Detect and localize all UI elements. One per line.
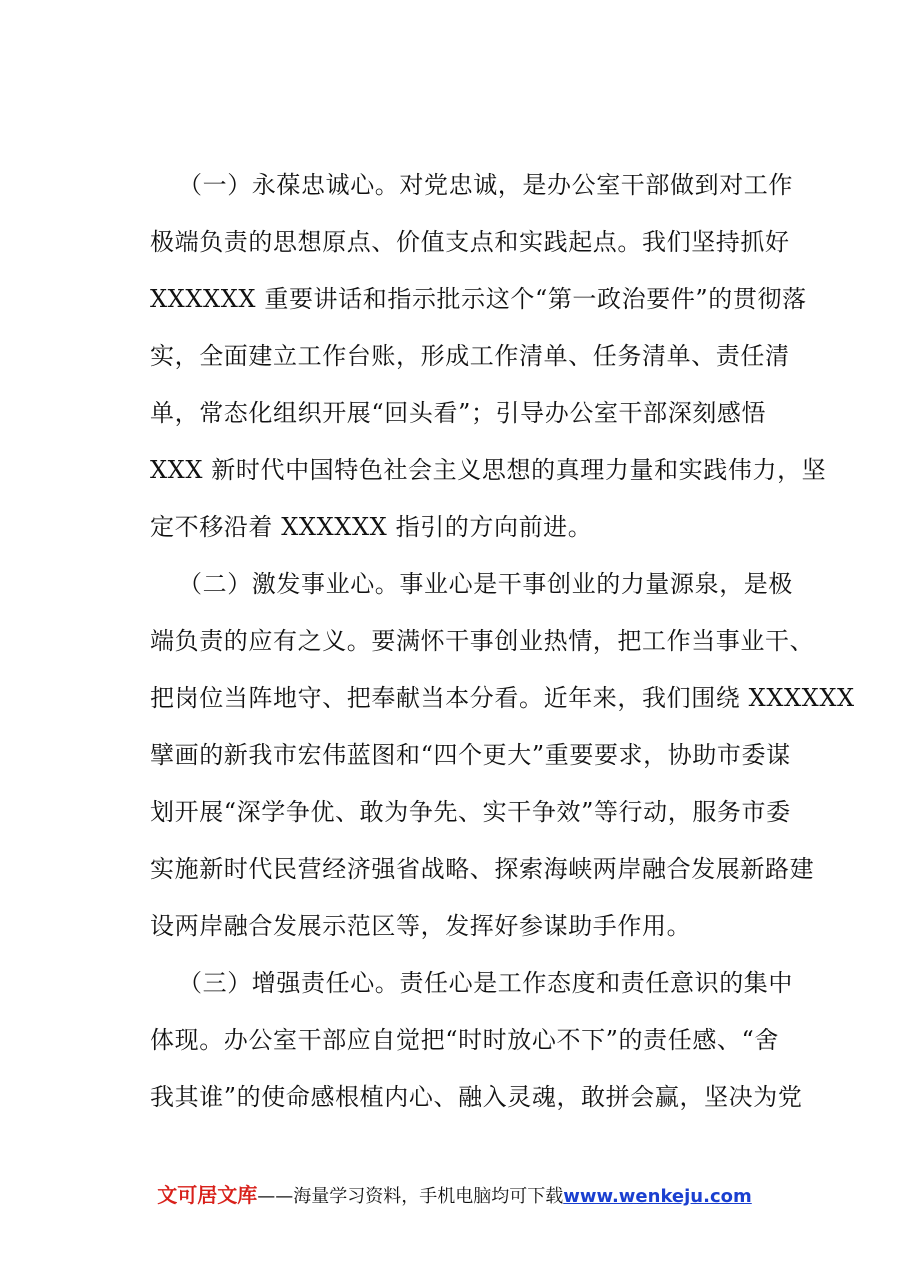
paragraph-3-line-2: 体现。办公室干部应自觉把“时时放心不下”的责任感、“舍 xyxy=(150,1026,780,1054)
paragraph-1-line-3: XXXXXX 重要讲话和指示批示这个“第一政治要件”的贯彻落 xyxy=(150,285,807,313)
paragraph-3-line-1: （三）增强责任心。责任心是工作态度和责任意识的集中 xyxy=(178,969,793,997)
paragraph-1-line-7: 定不移沿着 XXXXXX 指引的方向前进。 xyxy=(150,513,593,541)
footer-tagline: ——海量学习资料，手机电脑均可下载 xyxy=(257,1186,564,1207)
paragraph-2-line-3: 把岗位当阵地守、把奉献当本分看。近年来，我们围绕 XXXXXX xyxy=(150,684,855,712)
paragraph-2-line-7: 设两岸融合发展示范区等，发挥好参谋助手作用。 xyxy=(150,912,692,940)
footer-site-link[interactable]: www.wenkeju.com xyxy=(563,1186,752,1207)
paragraph-1-line-1: （一）永葆忠诚心。对党忠诚，是办公室干部做到对工作 xyxy=(178,171,793,199)
paragraph-1-line-5: 单，常态化组织开展“回头看”；引导办公室干部深刻感悟 xyxy=(150,399,767,427)
paragraph-2-line-2: 端负责的应有之义。要满怀干事创业热情，把工作当事业干、 xyxy=(150,627,815,655)
footer-banner xyxy=(0,1182,909,1210)
paragraph-2-line-6: 实施新时代民营经济强省战略、探索海峡两岸融合发展新路建 xyxy=(150,855,815,883)
paragraph-1-line-4: 实，全面建立工作台账，形成工作清单、任务清单、责任清 xyxy=(150,342,790,370)
paragraph-2-line-4: 擘画的新我市宏伟蓝图和“四个更大”重要要求，协助市委谋 xyxy=(150,741,791,769)
paragraph-3-line-3: 我其谁”的使命感根植内心、融入灵魂，敢拼会赢，坚决为党 xyxy=(150,1083,803,1111)
paragraph-2-line-1: （二）激发事业心。事业心是干事创业的力量源泉，是极 xyxy=(178,570,793,598)
footer-brand: 文可居文库 xyxy=(157,1183,258,1207)
paragraph-1-line-2: 极端负责的思想原点、价值支点和实践起点。我们坚持抓好 xyxy=(150,228,790,256)
paragraph-1-line-6: XXX 新时代中国特色社会主义思想的真理力量和实践伟力，坚 xyxy=(150,456,827,484)
paragraph-2-line-5: 划开展“深学争优、敢为争先、实干争效”等行动，服务市委 xyxy=(150,798,791,826)
